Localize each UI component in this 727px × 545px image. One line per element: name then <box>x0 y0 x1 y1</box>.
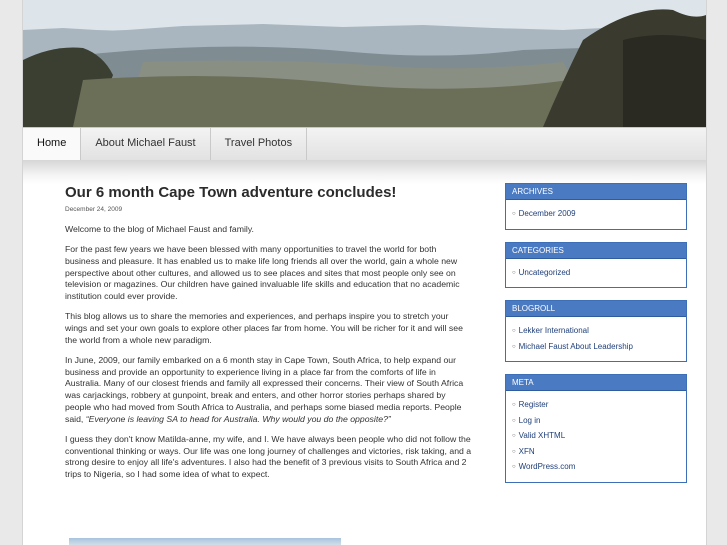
header-image <box>23 0 706 127</box>
cape-town-panorama <box>23 0 706 127</box>
archives-widget <box>505 183 687 230</box>
post-title[interactable]: Our 6 month Cape Town adventure concludes! <box>65 184 397 201</box>
widget-title: CATEGORIES <box>506 243 686 259</box>
link-text[interactable]: December 2009 <box>518 209 576 218</box>
sidebar <box>505 183 687 495</box>
blogroll-link[interactable] <box>512 324 686 340</box>
blogroll-widget <box>505 300 687 362</box>
quote: “Everyone is leaving SA to head for Australia. Why would you do the opposite?” <box>85 413 391 424</box>
meta-link[interactable] <box>512 398 686 414</box>
post-paragraph: For the past few years we have been blessed with many opportunities to travel the world for both business and pleasure. It has enabled us to make life long friends all over the world, gain a whole new perspective about other cultures, and allowed us to see places and sites that most people only see on television or magazines. Our children have gained invaluable life skills and education that no academic institution could ever provide. <box>65 243 460 302</box>
link-text[interactable]: Register <box>518 400 549 409</box>
link-text[interactable]: Valid XHTML <box>518 431 566 440</box>
blogroll-link[interactable] <box>512 340 686 356</box>
post-paragraph: I guess they don't know Matilda-anne, my wife, and I. We have always been people who did not follow the conventional thinking or ways. Our life was one long journey of challenges and victories, risk taking, and a strong desire to enjoy all life's adventures. I also had the benefit of 3 previous visits to South Africa and 2 trips to Nigeria, so I had some idea of what to expect. <box>65 433 472 480</box>
meta-link[interactable] <box>512 414 686 430</box>
post-paragraph <box>65 355 473 426</box>
link-text[interactable]: Lekker International <box>518 326 589 335</box>
meta-widget <box>505 374 687 483</box>
nav-shadow <box>23 160 706 184</box>
post-paragraph: This blog allows us to share the memories and experiences, and perhaps inspire you to stretch your wings and set your own goals to explore other places far from home. You will be richer for it and will see the world from a whole new paradigm. <box>65 311 463 345</box>
link-text[interactable]: Log in <box>518 415 541 425</box>
post-image <box>69 538 341 545</box>
widget-title: ARCHIVES <box>506 184 686 200</box>
main-navigation <box>23 127 706 161</box>
nav-travel-photos[interactable]: Travel Photos <box>211 128 307 160</box>
meta-link[interactable] <box>512 445 686 461</box>
link-text[interactable]: Michael Faust About Leadership <box>518 341 633 351</box>
post <box>65 183 473 489</box>
categories-list <box>506 259 686 288</box>
link-text[interactable]: XFN <box>518 446 535 456</box>
category-link[interactable] <box>512 266 686 282</box>
nav-home[interactable]: Home <box>23 128 81 160</box>
nav-about-michael-faust[interactable]: About Michael Faust <box>81 128 210 160</box>
meta-link[interactable] <box>512 429 686 445</box>
widget-title: META <box>506 375 686 391</box>
blogroll-list <box>506 317 686 361</box>
paragraph-text: In June, 2009, our family embarked on a 6 month stay in Cape Town, South Africa, to help expand our business and provide an opportunity to experience living in a place far from the comforts of life in Australia. Many of our closest friends and family all expressed their concerns. Their view of South Africa was carjackings, robbery at gunpoint, break and enters, and other horror stories perhaps shared by people who had moved from South Africa to Australia, and perhaps some biased media reports. People said, <box>65 354 464 424</box>
post-paragraph: Welcome to the blog of Michael Faust and family. <box>65 224 254 234</box>
categories-widget <box>505 242 687 289</box>
widget-title: BLOGROLL <box>506 301 686 317</box>
meta-list <box>506 391 686 482</box>
page-frame <box>22 0 707 545</box>
archive-link[interactable] <box>512 207 686 223</box>
link-text[interactable]: WordPress.com <box>518 462 576 471</box>
archives-list <box>506 200 686 229</box>
post-date: December 24, 2009 <box>65 206 123 213</box>
link-text[interactable]: Uncategorized <box>518 267 571 277</box>
meta-link[interactable] <box>512 460 686 476</box>
